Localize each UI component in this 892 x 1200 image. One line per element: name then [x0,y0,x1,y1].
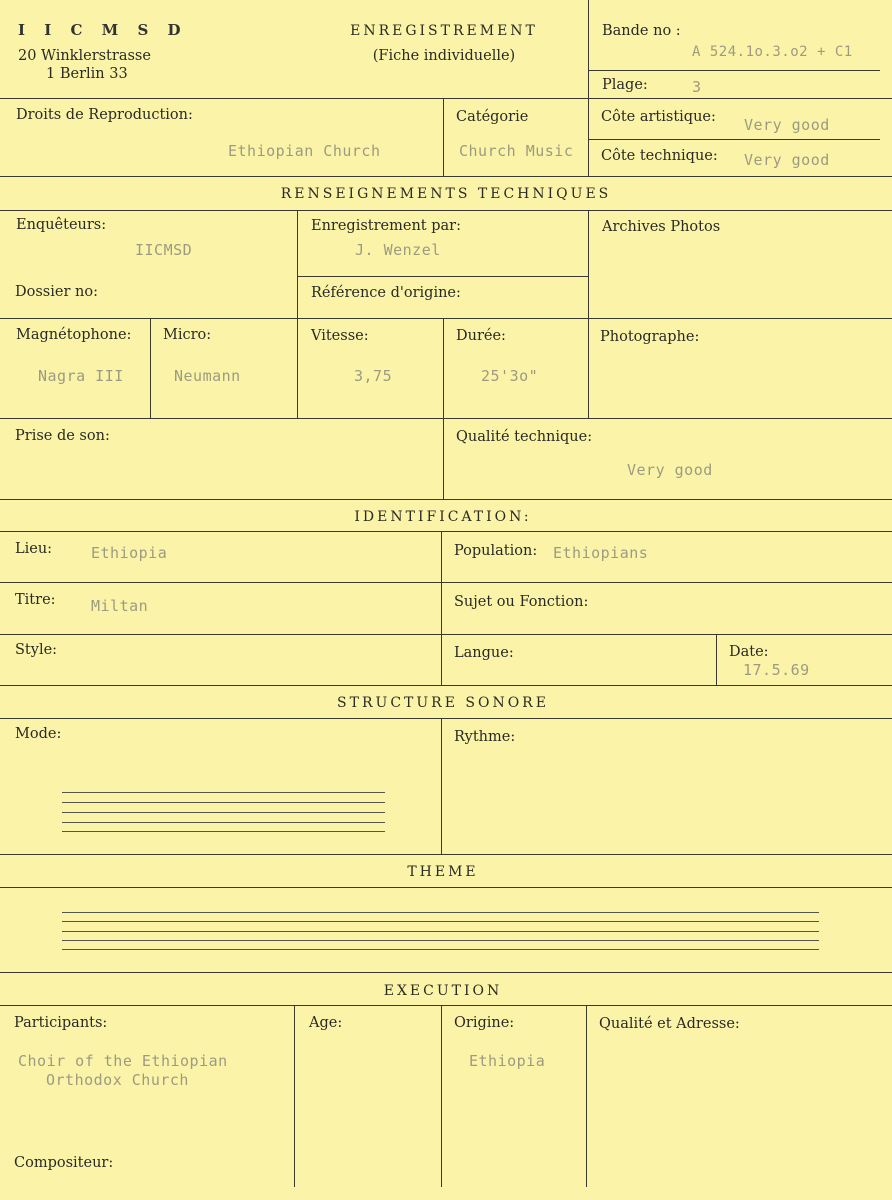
org-logo: I I C M S D [18,21,188,39]
divider-mag-micro [150,318,151,418]
mode-staff-line [62,812,385,813]
rule-bande-plage [588,70,880,71]
participants-label: Participants: [14,1015,108,1031]
duree-value: 25'3o" [481,367,539,385]
divider-header-right [588,0,589,176]
rule-tech-title-bottom [0,210,892,211]
theme-staff-line [62,921,819,922]
rule-header-bottom [0,98,892,99]
origine-value: Ethiopia [469,1052,546,1070]
org-street: 20 Winklerstrasse [18,48,151,64]
rule-theme-title-bottom [0,887,892,888]
magnetophone-label: Magnétophone: [16,327,132,343]
rule-theme-bottom [0,972,892,973]
cote-technique-label: Côte technique: [601,148,718,164]
rule-enreg-ref [297,276,588,277]
age-label: Age: [309,1015,343,1031]
langue-label: Langue: [454,645,514,661]
divider-archives [588,210,589,318]
titre-label: Titre: [15,592,56,608]
divider-droits-categorie [443,98,444,176]
date-label: Date: [729,644,769,660]
vitesse-value: 3,75 [354,367,393,385]
lieu-label: Lieu: [15,541,53,557]
enregistrement-value: J. Wenzel [355,241,441,259]
dossier-label: Dossier no: [15,284,98,300]
mode-staff-line [62,831,385,832]
qualite-technique-label: Qualité technique: [456,429,593,445]
section-title-identification: IDENTIFICATION: [354,509,532,525]
section-title-execution: EXECUTION [383,983,503,999]
participants-value-line2: Orthodox Church [46,1071,189,1089]
divider-ident [441,531,442,685]
participants-value-line1: Choir of the Ethiopian [18,1052,228,1070]
archives-label: Archives Photos [602,219,721,235]
rule-lieu-bottom [0,582,892,583]
mode-staff-line [62,792,385,793]
cote-technique-value: Very good [744,151,830,169]
form-title: ENREGISTREMENT [350,23,538,39]
titre-value: Miltan [91,597,149,615]
magnetophone-value: Nagra III [38,367,124,385]
rythme-label: Rythme: [454,729,516,745]
style-label: Style: [15,642,58,658]
droits-label: Droits de Reproduction: [16,107,193,123]
divider-mode-rythme [441,718,442,854]
divider-prise-qualite [443,418,444,499]
enregistrement-label: Enregistrement par: [311,218,461,234]
rule-prise-bottom [0,499,892,500]
section-title-structure: STRUCTURE SONORE [337,695,549,711]
section-title-technical: RENSEIGNEMENTS TECHNIQUES [280,186,612,202]
sujet-label: Sujet ou Fonction: [454,594,589,610]
origine-label: Origine: [454,1015,515,1031]
section-title-theme: THEME [407,864,479,880]
rule-mode-bottom [0,854,892,855]
cote-artistique-value: Very good [744,116,830,134]
rule-dossier-bottom [0,318,892,319]
divider-age-origine [441,1005,442,1187]
prise-label: Prise de son: [15,428,110,444]
categorie-value: Church Music [459,142,574,160]
rule-ident-title-bottom [0,531,892,532]
divider-origine-qualite [586,1005,587,1187]
micro-value: Neumann [174,367,241,385]
org-city: 1 Berlin 33 [46,66,128,82]
divider-part-age [294,1005,295,1187]
bande-label: Bande no : [602,23,681,39]
duree-label: Durée: [456,328,506,344]
theme-staff-line [62,912,819,913]
population-value: Ethiopians [553,544,649,562]
mode-staff-line [62,822,385,823]
reference-label: Référence d'origine: [311,285,461,301]
rule-style-bottom [0,685,892,686]
form-subtitle: (Fiche individuelle) [372,48,516,64]
vitesse-label: Vitesse: [311,328,369,344]
droits-value: Ethiopian Church [228,142,381,160]
mode-staff-line [62,802,385,803]
rule-cote [588,139,880,140]
theme-staff-line [62,949,819,950]
lieu-value: Ethiopia [91,544,168,562]
divider-duree-photo [588,318,589,418]
plage-label: Plage: [602,77,648,93]
rule-mag-bottom [0,418,892,419]
qualite-technique-value: Very good [627,461,713,479]
rule-rights-bottom [0,176,892,177]
divider-enqueteurs [297,210,298,318]
population-label: Population: [454,543,538,559]
qualite-adresse-label: Qualité et Adresse: [599,1016,740,1032]
photographe-label: Photographe: [600,329,700,345]
cote-artistique-label: Côte artistique: [601,109,716,125]
enqueteurs-label: Enquêteurs: [16,217,107,233]
compositeur-label: Compositeur: [14,1155,114,1171]
categorie-label: Catégorie [456,109,529,125]
micro-label: Micro: [163,327,212,343]
divider-langue-date [716,634,717,685]
divider-micro-vitesse [297,318,298,418]
theme-staff-line [62,940,819,941]
plage-value: 3 [692,78,702,96]
rule-titre-bottom [0,634,892,635]
bande-value: A 524.1o.3.o2 + C1 [692,44,853,60]
rule-exec-title-bottom [0,1005,892,1006]
rule-struct-title-bottom [0,718,892,719]
mode-label: Mode: [15,726,62,742]
theme-staff-line [62,931,819,932]
date-value: 17.5.69 [743,661,810,679]
enqueteurs-value: IICMSD [135,241,193,259]
divider-vitesse-duree [443,318,444,418]
